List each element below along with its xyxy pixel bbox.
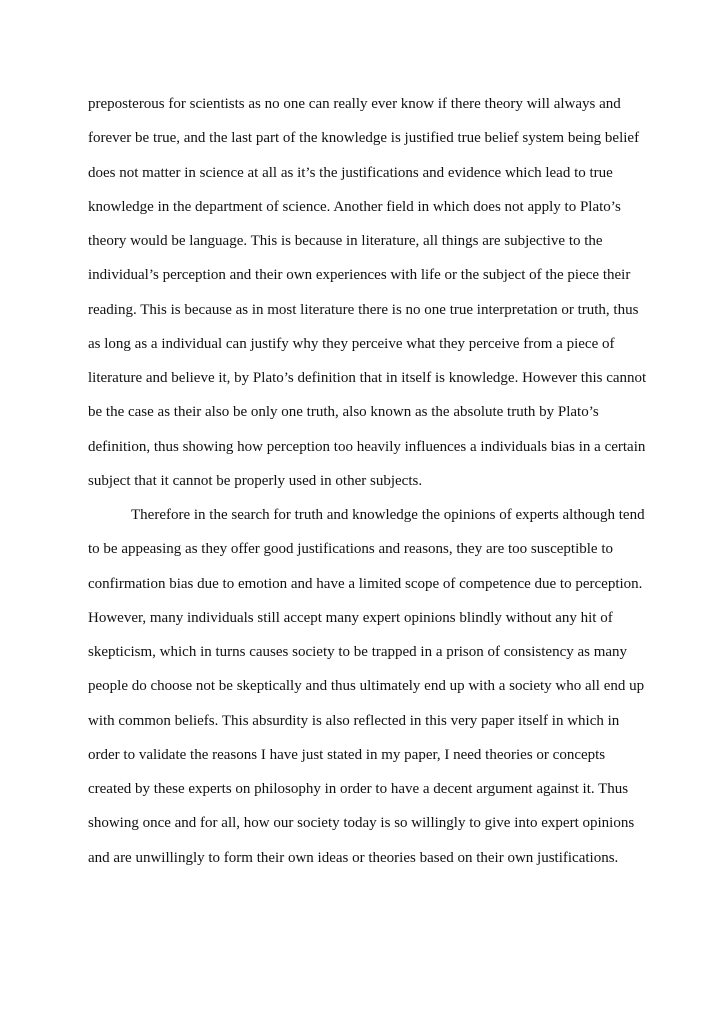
text-line: created by these experts on philosophy in order to have a decent argument against it. Thus — [88, 781, 629, 797]
text-line-indented: Therefore in the search for truth and knowledge the opinions of experts although tend — [131, 507, 645, 523]
text-line: people do choose not be skeptically and thus ultimately end up with a society who all end up — [88, 678, 645, 695]
text-line: be the case as their also be only one truth, also known as the absolute truth by Plato’s — [88, 404, 599, 421]
text-line: theory would be language. This is because in literature, all things are subjective to the — [88, 233, 603, 249]
paragraph-2 — [88, 498, 648, 875]
paragraph-1 — [88, 87, 648, 498]
text-line: with common beliefs. This absurdity is also reflected in this very paper itself in which in — [88, 712, 620, 729]
text-line: definition, thus showing how perception too heavily influences a individuals bias in a certain — [88, 438, 646, 455]
body-text — [88, 87, 648, 875]
text-line: preposterous for scientists as no one can really ever know if there theory will always and — [88, 96, 621, 112]
text-line: showing once and for all, how our society today is so willingly to give into expert opinions — [88, 815, 635, 832]
text-line: skepticism, which in turns causes society to be trapped in a prison of consistency as many — [88, 644, 628, 660]
text-line: does not matter in science at all as it’s the justifications and evidence which lead to true — [88, 164, 613, 181]
text-line: individual’s perception and their own experiences with life or the subject of the piece their — [88, 267, 631, 284]
text-line: as long as a individual can justify why they perceive what they perceive from a piece of — [88, 335, 615, 352]
text-line: reading. This is because as in most literature there is no one true interpretation or truth, thus — [88, 301, 639, 318]
text-line: literature and believe it, by Plato’s definition that in itself is knowledge. However this cannot — [88, 370, 647, 386]
text-line: confirmation bias due to emotion and have a limited scope of competence due to perception. — [88, 575, 643, 592]
text-line: subject that it cannot be properly used in other subjects. — [88, 472, 423, 489]
text-line: forever be true, and the last part of the knowledge is justified true belief system being belief — [88, 130, 640, 147]
text-line: and are unwillingly to form their own ideas or theories based on their own justifications. — [88, 849, 619, 866]
text-line: order to validate the reasons I have just stated in my paper, I need theories or concepts — [88, 746, 606, 763]
text-line: However, many individuals still accept many expert opinions blindly without any hit of — [88, 609, 613, 626]
text-line: knowledge in the department of science. Another field in which does not apply to Plato’s — [88, 198, 621, 215]
text-line: to be appeasing as they offer good justifications and reasons, they are too susceptible to — [88, 541, 613, 558]
